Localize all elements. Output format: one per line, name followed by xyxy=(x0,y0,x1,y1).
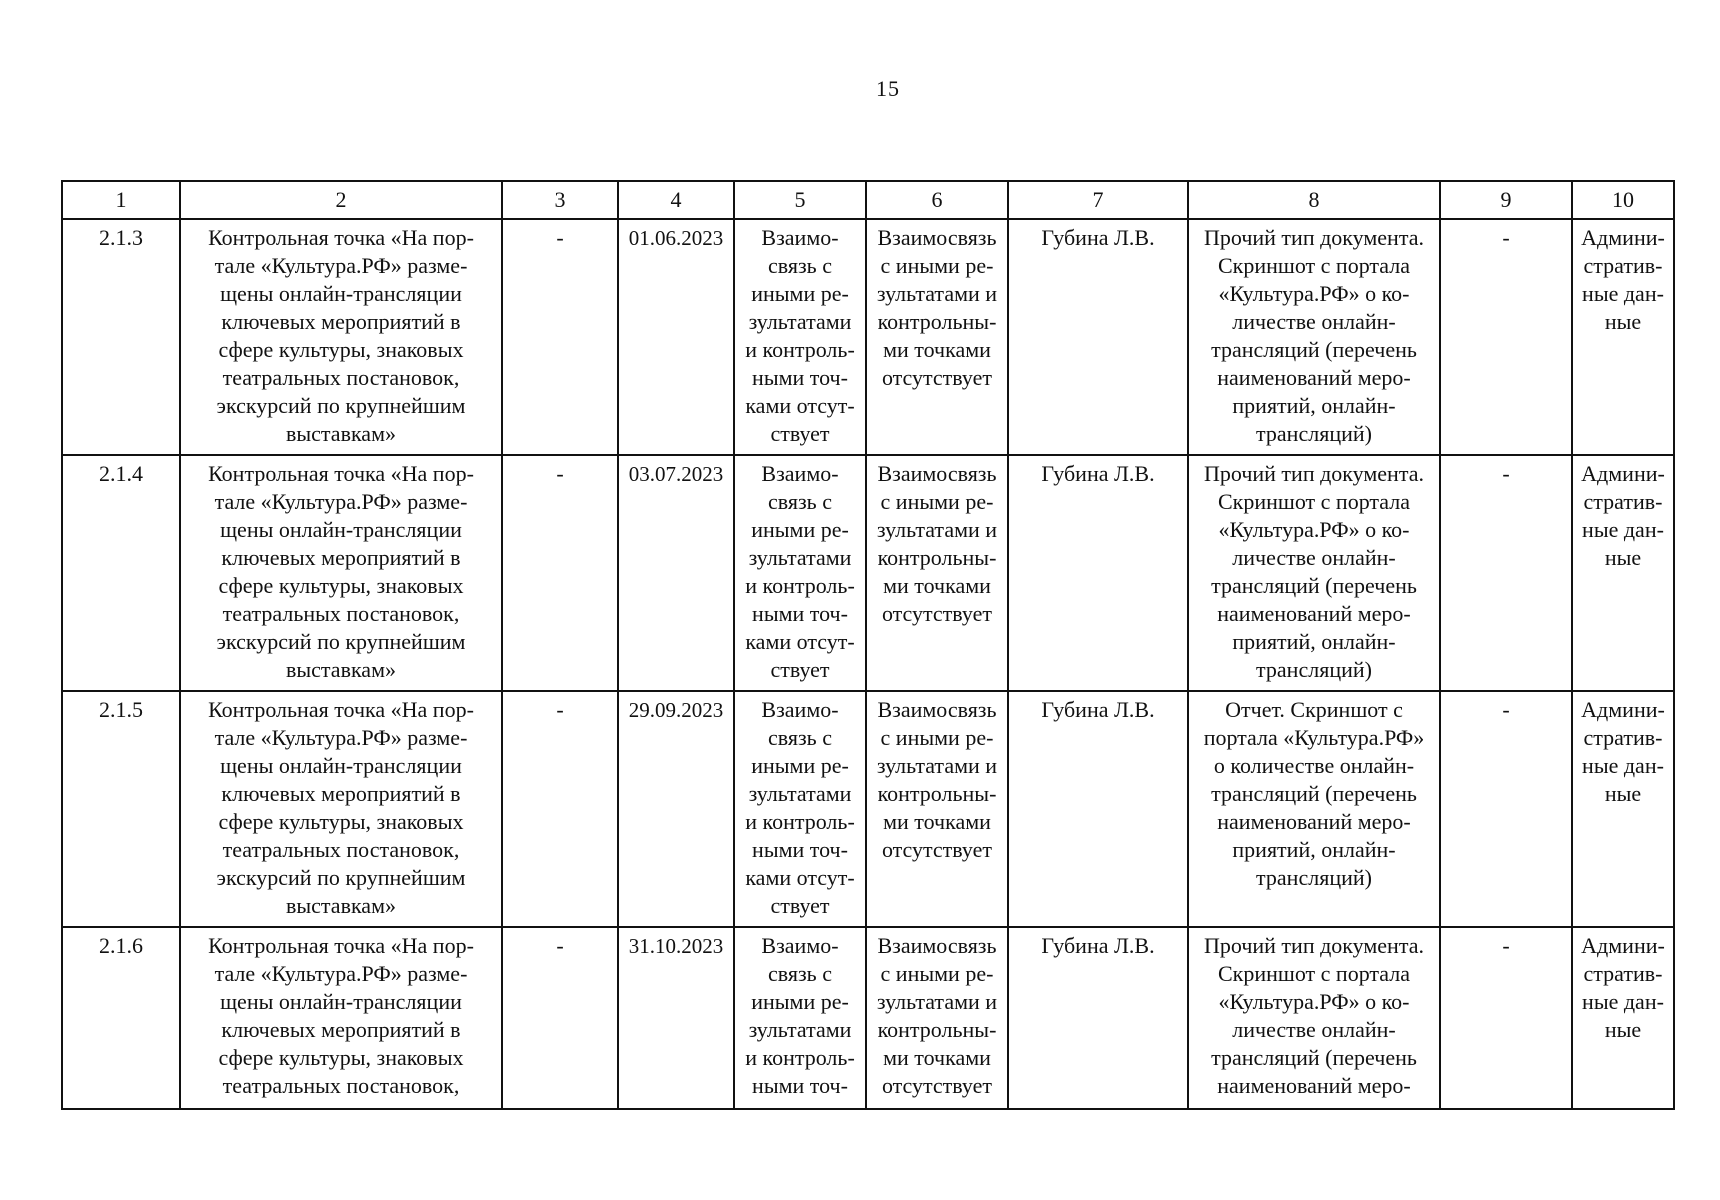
date-cell: 31.10.2023 xyxy=(618,927,734,1109)
table-row xyxy=(62,691,1674,927)
col9-cell: - xyxy=(1440,691,1572,927)
description-cell: Контрольная точка «На пор- тале «Культура.РФ» разме- щены онлайн-трансляции ключевых мероприятий в сфере культуры, знаковых театральных постановок, экскурсий по крупнейшим выставкам» xyxy=(180,691,502,927)
responsible-cell: Губина Л.В. xyxy=(1008,219,1188,455)
col3-cell: - xyxy=(502,455,618,691)
header-cell: 8 xyxy=(1188,181,1440,219)
document-cell: Прочий тип документа. Скриншот с портала «Культура.РФ» о ко- личестве онлайн- трансляций (перечень наименований меро- приятий, онлайн- трансляций) xyxy=(1188,455,1440,691)
table-header-row xyxy=(62,181,1674,219)
document-cell: Прочий тип документа. Скриншот с портала «Культура.РФ» о ко- личестве онлайн- трансляций (перечень наименований меро- приятий, онлайн- трансляций) xyxy=(1188,219,1440,455)
header-cell: 5 xyxy=(734,181,866,219)
description-cell: Контрольная точка «На пор- тале «Культура.РФ» разме- щены онлайн-трансляции ключевых мероприятий в сфере культуры, знаковых театральных постановок, экскурсий по крупнейшим выставкам» xyxy=(180,455,502,691)
header-cell: 3 xyxy=(502,181,618,219)
col3-cell: - xyxy=(502,219,618,455)
document-cell: Прочий тип документа. Скриншот с портала «Культура.РФ» о ко- личестве онлайн- трансляций (перечень наименований меро- xyxy=(1188,927,1440,1109)
relation-cell: Взаимо- связь с иными ре- зультатами и контроль- ными точ- ками отсут- ствует xyxy=(734,219,866,455)
header-cell: 1 xyxy=(62,181,180,219)
document-cell: Отчет. Скриншот с портала «Культура.РФ» о количестве онлайн- трансляций (перечень наименований меро- приятий, онлайн- трансляций) xyxy=(1188,691,1440,927)
date-cell: 29.09.2023 xyxy=(618,691,734,927)
responsible-cell: Губина Л.В. xyxy=(1008,927,1188,1109)
control-points-table xyxy=(61,180,1675,1110)
header-cell: 2 xyxy=(180,181,502,219)
data-type-cell: Админи- стратив- ные дан- ные xyxy=(1572,455,1674,691)
col9-cell: - xyxy=(1440,219,1572,455)
relation-cell: Взаимосвязь с иными ре- зультатами и контрольны- ми точками отсутствует xyxy=(866,219,1008,455)
col3-cell: - xyxy=(502,927,618,1109)
table-row xyxy=(62,455,1674,691)
responsible-cell: Губина Л.В. xyxy=(1008,691,1188,927)
header-cell: 4 xyxy=(618,181,734,219)
col3-cell: - xyxy=(502,691,618,927)
description-cell: Контрольная точка «На пор- тале «Культура.РФ» разме- щены онлайн-трансляции ключевых мероприятий в сфере культуры, знаковых театральных постановок, xyxy=(180,927,502,1109)
relation-cell: Взаимо- связь с иными ре- зультатами и контроль- ными точ- ками отсут- ствует xyxy=(734,455,866,691)
header-cell: 7 xyxy=(1008,181,1188,219)
table-row xyxy=(62,219,1674,455)
description-cell: Контрольная точка «На пор- тале «Культура.РФ» разме- щены онлайн-трансляции ключевых мероприятий в сфере культуры, знаковых театральных постановок, экскурсий по крупнейшим выставкам» xyxy=(180,219,502,455)
col9-cell: - xyxy=(1440,927,1572,1109)
date-cell: 03.07.2023 xyxy=(618,455,734,691)
date-cell: 01.06.2023 xyxy=(618,219,734,455)
header-cell: 9 xyxy=(1440,181,1572,219)
row-id-cell: 2.1.6 xyxy=(62,927,180,1109)
relation-cell: Взаимосвязь с иными ре- зультатами и контрольны- ми точками отсутствует xyxy=(866,455,1008,691)
row-id-cell: 2.1.5 xyxy=(62,691,180,927)
responsible-cell: Губина Л.В. xyxy=(1008,455,1188,691)
relation-cell: Взаимо- связь с иными ре- зультатами и контроль- ными точ- xyxy=(734,927,866,1109)
header-cell: 10 xyxy=(1572,181,1674,219)
row-id-cell: 2.1.3 xyxy=(62,219,180,455)
relation-cell: Взаимо- связь с иными ре- зультатами и контроль- ными точ- ками отсут- ствует xyxy=(734,691,866,927)
table-row xyxy=(62,927,1674,1109)
row-id-cell: 2.1.4 xyxy=(62,455,180,691)
page-number: 15 xyxy=(876,76,900,101)
header-cell: 6 xyxy=(866,181,1008,219)
col9-cell: - xyxy=(1440,455,1572,691)
data-type-cell: Админи- стратив- ные дан- ные xyxy=(1572,927,1674,1109)
relation-cell: Взаимосвязь с иными ре- зультатами и контрольны- ми точками отсутствует xyxy=(866,691,1008,927)
data-type-cell: Админи- стратив- ные дан- ные xyxy=(1572,691,1674,927)
data-type-cell: Админи- стратив- ные дан- ные xyxy=(1572,219,1674,455)
relation-cell: Взаимосвязь с иными ре- зультатами и контрольны- ми точками отсутствует xyxy=(866,927,1008,1109)
